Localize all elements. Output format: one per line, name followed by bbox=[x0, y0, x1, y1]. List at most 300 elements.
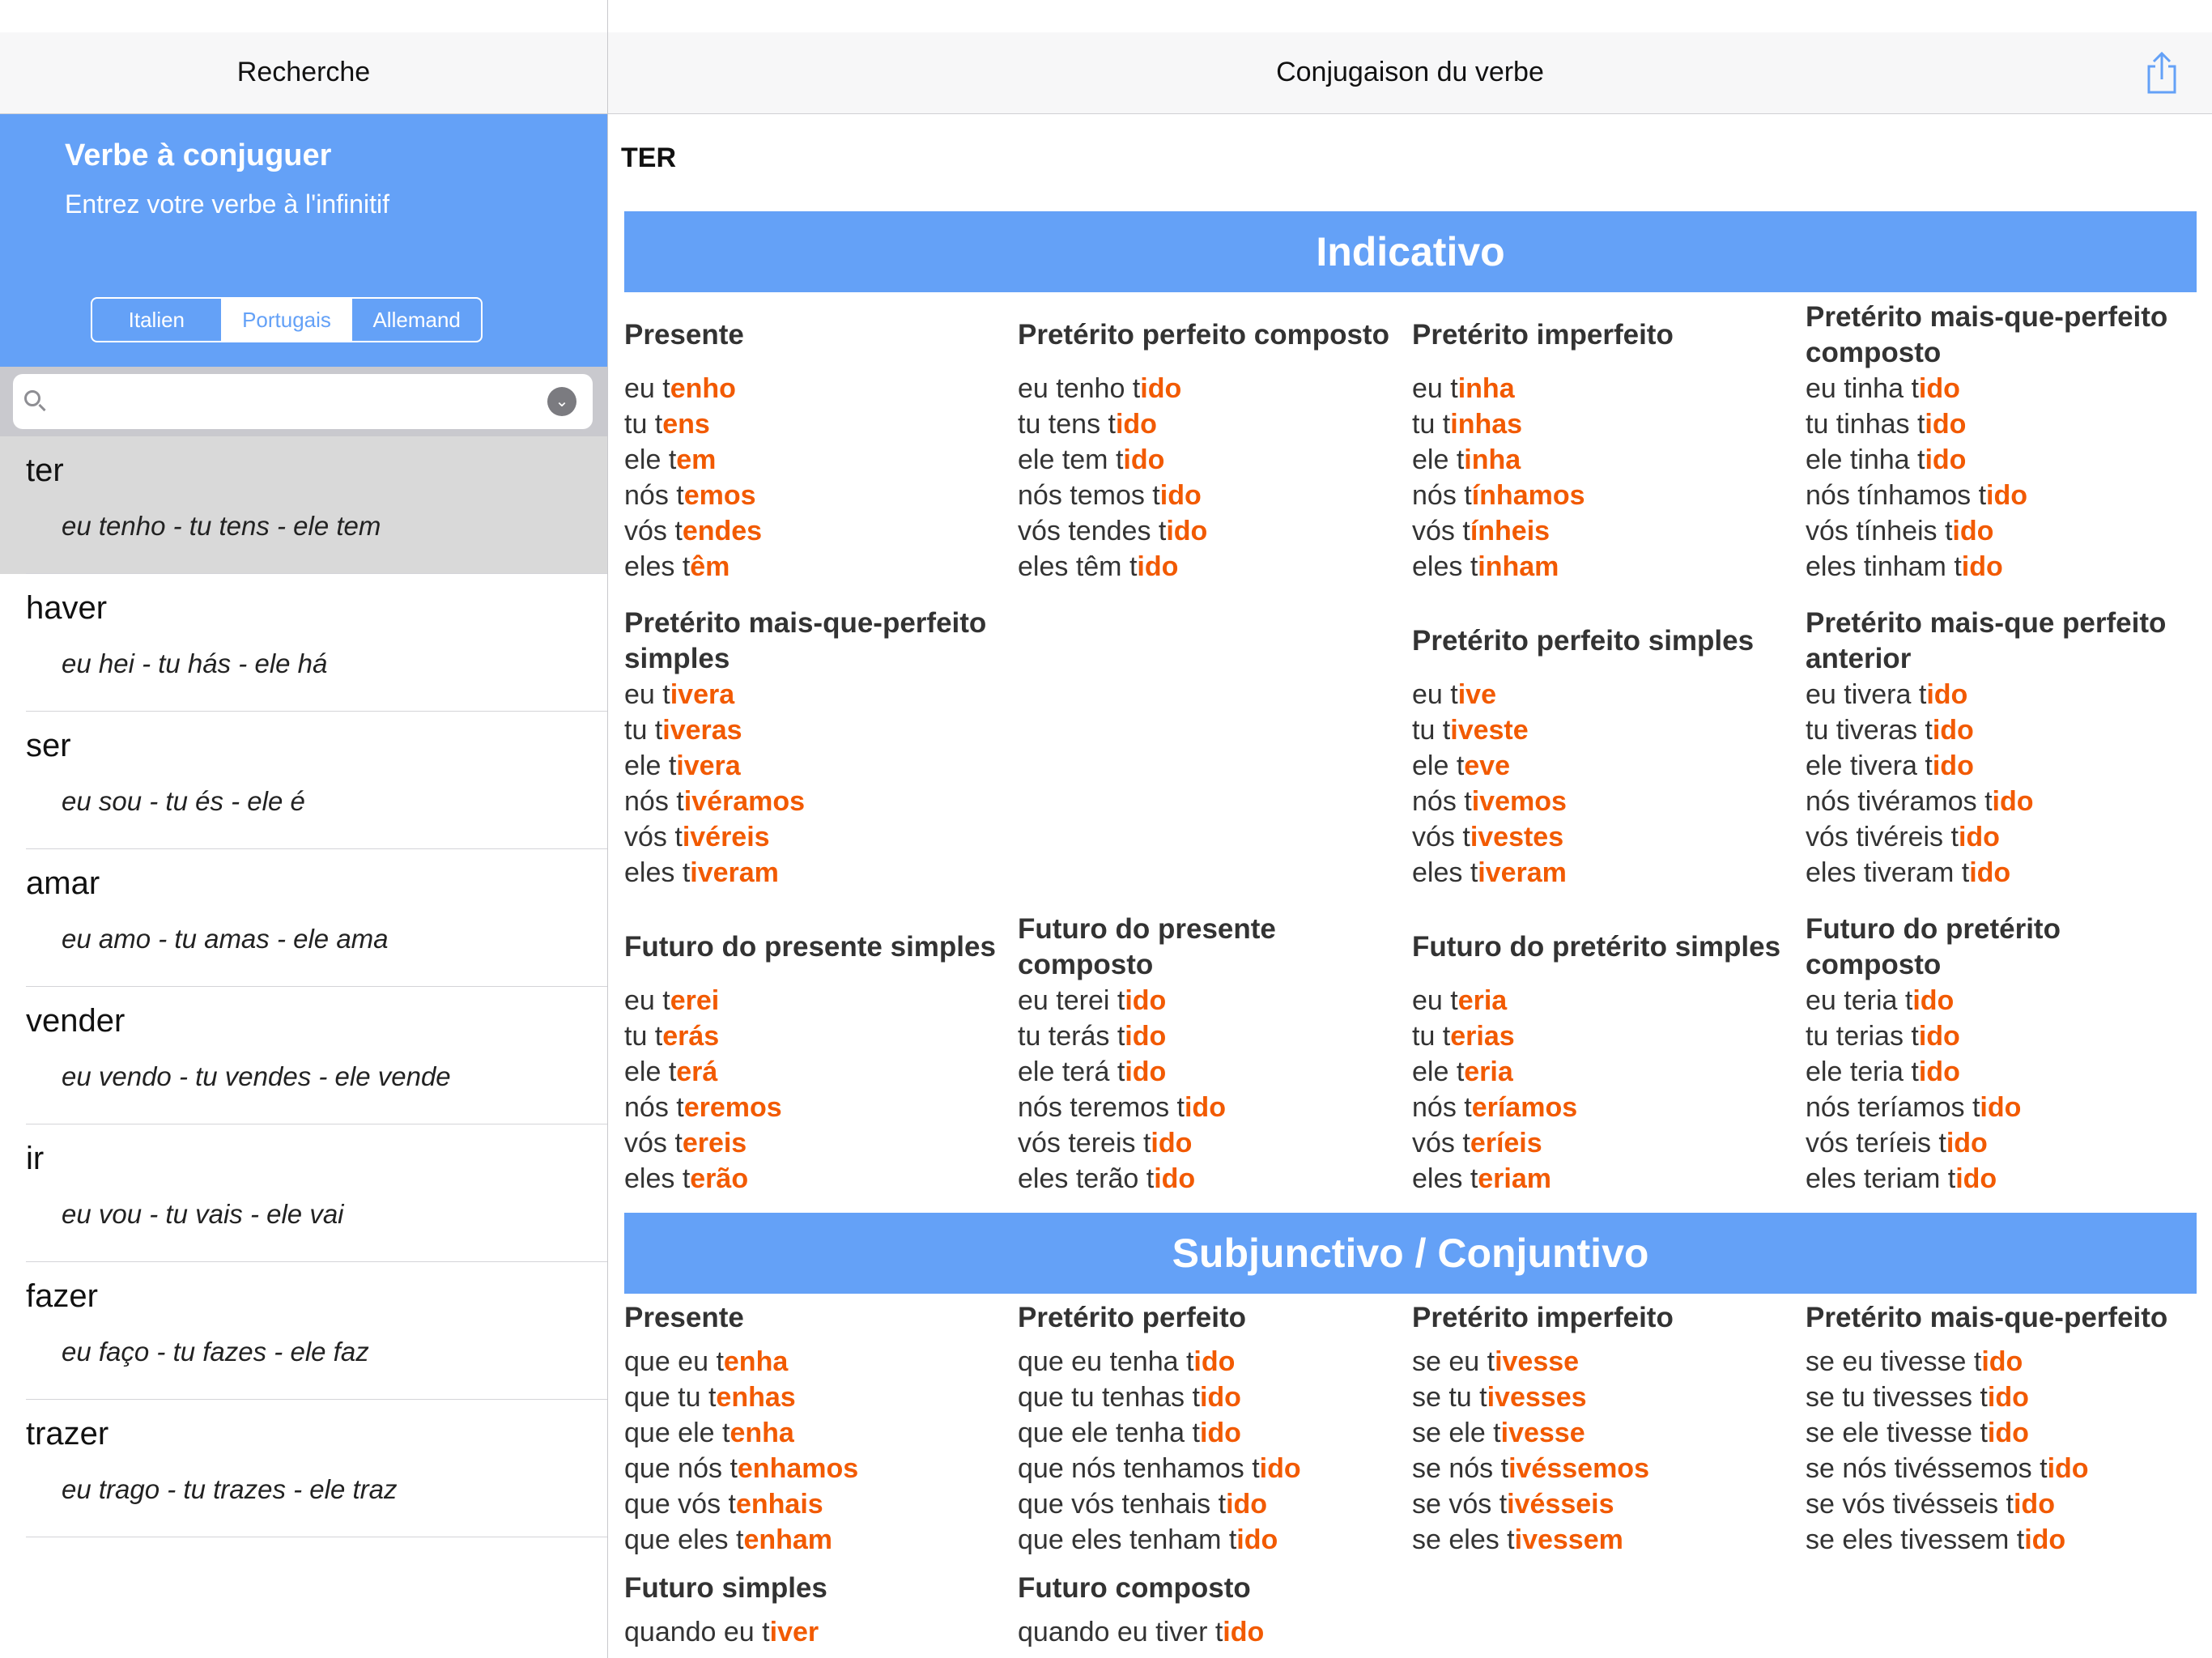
conjugated-form bbox=[624, 1614, 1013, 1650]
form-stem: se nós t bbox=[1412, 1453, 1509, 1484]
tense-block bbox=[624, 912, 1013, 1197]
form-ending: enhais bbox=[735, 1489, 823, 1520]
form-stem: vós t bbox=[1412, 516, 1470, 546]
form-stem: eles teriam t bbox=[1806, 1163, 1956, 1194]
conjugated-form bbox=[624, 1018, 1013, 1054]
form-ending: ido bbox=[1925, 444, 1967, 475]
conjugated-form bbox=[624, 1054, 1013, 1090]
form-ending: ido bbox=[1123, 444, 1165, 475]
form-ending: ido bbox=[1223, 1617, 1265, 1647]
form-ending: êm bbox=[690, 551, 730, 582]
form-stem: se ele tivesse t bbox=[1806, 1418, 1988, 1448]
verb-name: ser bbox=[26, 728, 71, 763]
conjugated-form bbox=[1412, 1018, 1801, 1054]
form-ending: ivéramos bbox=[683, 786, 806, 817]
conjugated-form bbox=[1412, 784, 1801, 819]
form-stem: vós t bbox=[1412, 1128, 1470, 1158]
conjugated-form bbox=[624, 1344, 1013, 1380]
segment-allemand[interactable]: Allemand bbox=[351, 299, 481, 341]
form-stem: tu t bbox=[624, 409, 663, 440]
form-ending: eve bbox=[1464, 750, 1510, 781]
conjugated-form bbox=[1018, 1614, 1406, 1650]
conjugated-form bbox=[1018, 1161, 1406, 1197]
tense-name: Futuro do pretérito composto bbox=[1806, 913, 2061, 980]
form-ending: ido bbox=[1199, 1382, 1241, 1413]
tense-name: Futuro simples bbox=[624, 1572, 827, 1604]
form-stem: eles t bbox=[624, 1163, 691, 1194]
search-nav-bar bbox=[0, 32, 607, 114]
tense-name: Pretérito perfeito composto bbox=[1018, 319, 1389, 351]
conjugated-form bbox=[1018, 371, 1406, 406]
conjugated-form bbox=[1018, 1125, 1406, 1161]
tense-name: Presente bbox=[624, 319, 744, 351]
conjugated-form bbox=[1806, 1380, 2194, 1415]
form-stem: tu t bbox=[1412, 715, 1451, 746]
form-ending: ido bbox=[1946, 1128, 1988, 1158]
conjugation-pane bbox=[608, 0, 2212, 1658]
form-stem: vós teríeis t bbox=[1806, 1128, 1946, 1158]
form-ending: ido bbox=[1184, 1092, 1226, 1123]
form-ending: iveram bbox=[1478, 857, 1567, 888]
verb-name: trazer bbox=[26, 1416, 109, 1452]
form-stem: eu t bbox=[1412, 373, 1458, 404]
form-stem: eles t bbox=[1412, 857, 1478, 888]
form-ending: enham bbox=[743, 1524, 833, 1555]
conjugation-nav-bar bbox=[608, 32, 2212, 114]
form-stem: eu t bbox=[624, 373, 670, 404]
tense-block bbox=[624, 300, 1013, 585]
form-ending: erá bbox=[676, 1056, 718, 1087]
conjugated-form bbox=[1806, 1344, 2194, 1380]
conjugated-form bbox=[1412, 855, 1801, 891]
tense-block bbox=[1412, 1300, 1801, 1558]
form-ending: ido bbox=[1986, 480, 2027, 511]
form-stem: vós tendes t bbox=[1018, 516, 1167, 546]
form-ending: ínhamos bbox=[1471, 480, 1585, 511]
form-ending: ido bbox=[1987, 1418, 2029, 1448]
search-icon bbox=[24, 390, 40, 406]
conjugated-form bbox=[624, 983, 1013, 1018]
form-stem: quando eu t bbox=[624, 1617, 770, 1647]
conjugated-form bbox=[1412, 513, 1801, 549]
form-stem: vós t bbox=[624, 516, 683, 546]
search-pane bbox=[0, 0, 608, 1658]
form-ending: ereis bbox=[682, 1128, 747, 1158]
form-stem: quando eu tiver t bbox=[1018, 1617, 1223, 1647]
verb-forms-preview: eu faço - tu fazes - ele faz bbox=[62, 1337, 369, 1367]
tense-block bbox=[1018, 1571, 1406, 1650]
verb-forms-preview: eu hei - tu hás - ele há bbox=[62, 648, 328, 678]
verb-name: fazer bbox=[26, 1278, 98, 1314]
form-ending: ido bbox=[1918, 1056, 1960, 1087]
conjugated-form bbox=[624, 442, 1013, 478]
form-ending: inha bbox=[1464, 444, 1521, 475]
tense-name: Futuro composto bbox=[1018, 1572, 1251, 1604]
conjugated-form bbox=[1806, 371, 2194, 406]
conjugated-form bbox=[1806, 1090, 2194, 1125]
form-stem: que vós tenhais t bbox=[1018, 1489, 1227, 1520]
conjugated-form bbox=[1018, 1380, 1406, 1415]
conjugated-form bbox=[1412, 712, 1801, 748]
tense-name: Pretérito imperfeito bbox=[1412, 1302, 1674, 1333]
form-ending: ido bbox=[1958, 822, 2000, 852]
form-stem: que nós tenhamos t bbox=[1018, 1453, 1260, 1484]
form-ending: ido bbox=[1981, 1346, 2023, 1377]
list-item[interactable] bbox=[0, 849, 607, 987]
form-ending: ivesse bbox=[1495, 1346, 1580, 1377]
list-item[interactable] bbox=[0, 436, 607, 574]
conjugated-form bbox=[624, 549, 1013, 585]
form-ending: ido bbox=[1925, 409, 1967, 440]
tense-block bbox=[1806, 912, 2194, 1197]
form-ending: ido bbox=[1961, 551, 2003, 582]
conjugated-form bbox=[1806, 478, 2194, 513]
form-ending: ido bbox=[1137, 551, 1179, 582]
verb-title: TER bbox=[621, 142, 676, 173]
conjugated-form bbox=[1806, 712, 2194, 748]
form-stem: eles tiveram t bbox=[1806, 857, 1970, 888]
verb-panel-subtitle: Entrez votre verbe à l'infinitif bbox=[65, 189, 389, 219]
conjugated-form bbox=[1412, 478, 1801, 513]
form-ending: eríeis bbox=[1470, 1128, 1542, 1158]
form-stem: eu t bbox=[624, 985, 670, 1016]
conjugated-form bbox=[624, 1125, 1013, 1161]
form-ending: ivesse bbox=[1500, 1418, 1585, 1448]
form-stem: tu t bbox=[1412, 1021, 1451, 1052]
form-ending: ido bbox=[1987, 1382, 2029, 1413]
form-ending: iver bbox=[769, 1617, 819, 1647]
conjugated-form bbox=[1412, 677, 1801, 712]
conjugated-form bbox=[624, 712, 1013, 748]
conjugated-form bbox=[624, 1486, 1013, 1522]
form-stem: tu t bbox=[624, 715, 663, 746]
conjugated-form bbox=[624, 406, 1013, 442]
form-stem: nós tivéramos t bbox=[1806, 786, 1993, 817]
conjugated-form bbox=[1018, 1522, 1406, 1558]
form-ending: ido bbox=[1125, 985, 1167, 1016]
conjugated-form bbox=[1018, 549, 1406, 585]
form-stem: se tu tivesses t bbox=[1806, 1382, 1988, 1413]
conjugated-form bbox=[1806, 748, 2194, 784]
form-ending: iveras bbox=[662, 715, 742, 746]
form-ending: ido bbox=[1969, 857, 2011, 888]
form-stem: que tu tenhas t bbox=[1018, 1382, 1200, 1413]
form-ending: ido bbox=[1154, 1163, 1196, 1194]
verb-forms-preview: eu trago - tu trazes - ele traz bbox=[62, 1474, 398, 1504]
tense-block bbox=[1412, 300, 1801, 585]
conjugated-form bbox=[1412, 442, 1801, 478]
form-stem: nós t bbox=[1412, 786, 1472, 817]
search-input[interactable] bbox=[55, 382, 536, 423]
conjugated-form bbox=[1806, 513, 2194, 549]
form-ending: em bbox=[676, 444, 717, 475]
conjugated-form bbox=[1018, 1018, 1406, 1054]
form-ending: ive bbox=[1457, 679, 1496, 710]
conjugated-form bbox=[1412, 1054, 1801, 1090]
form-ending: inham bbox=[1478, 551, 1559, 582]
conjugated-form bbox=[1018, 1415, 1406, 1451]
form-stem: ele tinha t bbox=[1806, 444, 1925, 475]
form-stem: eles t bbox=[624, 857, 691, 888]
conjugated-form bbox=[624, 1522, 1013, 1558]
form-stem: eles têm t bbox=[1018, 551, 1138, 582]
form-ending: eriam bbox=[1478, 1163, 1551, 1194]
form-ending: ido bbox=[1912, 985, 1955, 1016]
list-item[interactable] bbox=[0, 1124, 607, 1262]
form-ending: erão bbox=[690, 1163, 749, 1194]
form-ending: ido bbox=[1926, 679, 1968, 710]
form-ending: ido bbox=[1115, 409, 1157, 440]
form-ending: ido bbox=[1166, 516, 1208, 546]
form-stem: nós t bbox=[1412, 1092, 1472, 1123]
language-segmented-control[interactable] bbox=[91, 297, 483, 342]
form-ending: enha bbox=[730, 1418, 794, 1448]
conjugated-form bbox=[1806, 1451, 2194, 1486]
conjugated-form bbox=[624, 677, 1013, 712]
verb-name: haver bbox=[26, 590, 108, 626]
form-stem: nós temos t bbox=[1018, 480, 1160, 511]
form-stem: que eles tenham t bbox=[1018, 1524, 1237, 1555]
form-stem: vós t bbox=[624, 822, 683, 852]
conjugated-form bbox=[1412, 1090, 1801, 1125]
conjugated-form bbox=[1806, 784, 2194, 819]
conjugated-form bbox=[1806, 983, 2194, 1018]
conjugated-form bbox=[624, 1415, 1013, 1451]
chevron-down-icon[interactable]: ⌄ bbox=[547, 387, 576, 416]
conjugated-form bbox=[1806, 1522, 2194, 1558]
conjugated-form bbox=[624, 819, 1013, 855]
conjugated-form bbox=[1412, 819, 1801, 855]
form-stem: que eu tenha t bbox=[1018, 1346, 1194, 1377]
tense-block bbox=[1806, 606, 2194, 891]
form-stem: nós t bbox=[624, 1092, 684, 1123]
form-stem: vós tivéreis t bbox=[1806, 822, 1959, 852]
segment-italien[interactable]: Italien bbox=[128, 308, 185, 332]
verb-forms-preview: eu tenho - tu tens - ele tem bbox=[62, 511, 381, 541]
form-ending: inhas bbox=[1450, 409, 1523, 440]
form-stem: vós tereis t bbox=[1018, 1128, 1151, 1158]
conjugated-form bbox=[1018, 513, 1406, 549]
conjugation-nav-title: Conjugaison du verbe bbox=[1276, 57, 1544, 87]
form-stem: que ele t bbox=[624, 1418, 730, 1448]
form-stem: vós tínheis t bbox=[1806, 516, 1953, 546]
verb-forms-preview: eu sou - tu és - ele é bbox=[62, 786, 305, 816]
form-ending: ido bbox=[2013, 1489, 2055, 1520]
conjugated-form bbox=[624, 1380, 1013, 1415]
tense-name: Pretérito imperfeito bbox=[1412, 319, 1674, 351]
conjugated-form bbox=[1806, 1018, 2194, 1054]
list-item[interactable] bbox=[0, 987, 607, 1124]
form-ending: ivera bbox=[670, 679, 735, 710]
list-item[interactable] bbox=[0, 1400, 607, 1537]
form-stem: se ele t bbox=[1412, 1418, 1501, 1448]
form-ending: enha bbox=[723, 1346, 789, 1377]
form-ending: ido bbox=[1125, 1021, 1167, 1052]
search-field[interactable] bbox=[13, 374, 593, 429]
form-stem: se tu t bbox=[1412, 1382, 1487, 1413]
form-stem: nós t bbox=[624, 786, 684, 817]
form-ending: ido bbox=[1259, 1453, 1301, 1484]
form-stem: eles tinham t bbox=[1806, 551, 1962, 582]
form-ending: ivemos bbox=[1471, 786, 1567, 817]
form-ending: eremos bbox=[683, 1092, 782, 1123]
list-item[interactable] bbox=[0, 1262, 607, 1400]
form-stem: ele t bbox=[1412, 750, 1465, 781]
form-ending: ido bbox=[1980, 1092, 2022, 1123]
conjugated-form bbox=[1806, 1161, 2194, 1197]
form-stem: tu t bbox=[1412, 409, 1451, 440]
conjugated-form bbox=[1806, 677, 2194, 712]
form-ending: ido bbox=[1236, 1524, 1278, 1555]
form-ending: ivésseis bbox=[1507, 1489, 1614, 1520]
conjugated-form bbox=[1412, 1344, 1801, 1380]
form-ending: ido bbox=[1932, 715, 1974, 746]
verb-panel-title: Verbe à conjuguer bbox=[65, 138, 332, 172]
form-stem: que eles t bbox=[624, 1524, 744, 1555]
conjugated-form bbox=[1806, 1125, 2194, 1161]
conjugated-form bbox=[624, 371, 1013, 406]
conjugated-form bbox=[1018, 1054, 1406, 1090]
conjugated-form bbox=[624, 478, 1013, 513]
verb-name: ter bbox=[26, 453, 64, 488]
form-ending: ido bbox=[1955, 1163, 1997, 1194]
form-stem: tu tiveras t bbox=[1806, 715, 1933, 746]
conjugated-form bbox=[1412, 371, 1801, 406]
tense-block bbox=[624, 606, 1013, 891]
form-ending: eria bbox=[1464, 1056, 1513, 1087]
form-stem: se eles t bbox=[1412, 1524, 1515, 1555]
form-stem: que eu t bbox=[624, 1346, 724, 1377]
form-stem: tu tens t bbox=[1018, 409, 1116, 440]
form-ending: erias bbox=[1450, 1021, 1515, 1052]
form-stem: eu teria t bbox=[1806, 985, 1913, 1016]
conjugated-form bbox=[1412, 549, 1801, 585]
verb-list bbox=[0, 436, 607, 1537]
tense-name: Pretérito perfeito bbox=[1018, 1302, 1246, 1333]
form-ending: ivestes bbox=[1470, 822, 1564, 852]
tense-block bbox=[1806, 300, 2194, 585]
conjugated-form bbox=[1806, 549, 2194, 585]
form-ending: ido bbox=[1992, 786, 2034, 817]
form-stem: tu t bbox=[624, 1021, 663, 1052]
form-ending: ido bbox=[1918, 373, 1960, 404]
form-ending: ido bbox=[1159, 480, 1202, 511]
form-stem: ele terá t bbox=[1018, 1056, 1125, 1087]
tense-block bbox=[624, 1571, 1013, 1650]
form-stem: ele teria t bbox=[1806, 1056, 1919, 1087]
conjugated-form bbox=[1412, 1415, 1801, 1451]
form-ending: iveste bbox=[1450, 715, 1529, 746]
form-stem: eles terão t bbox=[1018, 1163, 1155, 1194]
form-stem: vós t bbox=[1412, 822, 1470, 852]
verb-input-panel bbox=[0, 114, 607, 367]
form-stem: nós t bbox=[624, 480, 684, 511]
mood-banner: Subjunctivo / Conjuntivo bbox=[624, 1213, 2197, 1294]
form-stem: tu terias t bbox=[1806, 1021, 1919, 1052]
form-ending: ivessem bbox=[1514, 1524, 1623, 1555]
share-icon[interactable] bbox=[2144, 50, 2180, 96]
tense-name: Presente bbox=[624, 1302, 744, 1333]
form-stem: ele tem t bbox=[1018, 444, 1124, 475]
conjugated-form bbox=[624, 855, 1013, 891]
form-ending: ivéssemos bbox=[1508, 1453, 1649, 1484]
form-ending: iveram bbox=[690, 857, 779, 888]
form-ending: inha bbox=[1457, 373, 1515, 404]
list-item[interactable] bbox=[0, 712, 607, 849]
form-stem: tu terás t bbox=[1018, 1021, 1125, 1052]
conjugated-form bbox=[1018, 1344, 1406, 1380]
conjugated-form bbox=[1412, 1522, 1801, 1558]
form-ending: ido bbox=[1199, 1418, 1241, 1448]
conjugated-form bbox=[624, 513, 1013, 549]
conjugated-form bbox=[1806, 819, 2194, 855]
form-ending: ido bbox=[1918, 1021, 1960, 1052]
form-stem: eu terei t bbox=[1018, 985, 1125, 1016]
tense-name: Futuro do pretérito simples bbox=[1412, 931, 1781, 963]
conjugated-form bbox=[1018, 406, 1406, 442]
mood-banner: Indicativo bbox=[624, 211, 2197, 292]
form-ending: endes bbox=[682, 516, 763, 546]
verb-forms-preview: eu vou - tu vais - ele vai bbox=[62, 1199, 344, 1229]
form-stem: ele t bbox=[624, 444, 677, 475]
tense-block bbox=[1412, 606, 1801, 891]
conjugated-form bbox=[1412, 748, 1801, 784]
tense-name: Pretérito mais-que-perfeito composto bbox=[1806, 301, 2168, 368]
verb-name: vender bbox=[26, 1003, 125, 1039]
conjugated-form bbox=[1018, 442, 1406, 478]
form-stem: eu tinha t bbox=[1806, 373, 1919, 404]
form-ending: erei bbox=[670, 985, 720, 1016]
conjugated-form bbox=[1412, 1486, 1801, 1522]
segment-portugais[interactable]: Portugais bbox=[221, 299, 351, 341]
list-item[interactable] bbox=[0, 574, 607, 712]
conjugated-form bbox=[624, 1090, 1013, 1125]
verb-name: amar bbox=[26, 865, 100, 901]
tense-name: Pretérito mais-que-perfeito bbox=[1806, 1302, 2168, 1333]
conjugated-form bbox=[1412, 1451, 1801, 1486]
conjugated-form bbox=[1018, 983, 1406, 1018]
tense-block bbox=[1018, 300, 1406, 585]
form-ending: emos bbox=[683, 480, 756, 511]
form-ending: erás bbox=[662, 1021, 720, 1052]
conjugated-form bbox=[1806, 855, 2194, 891]
form-ending: ido bbox=[1125, 1056, 1167, 1087]
conjugated-form bbox=[1412, 1380, 1801, 1415]
conjugated-form bbox=[624, 1451, 1013, 1486]
form-stem: se eu tivesse t bbox=[1806, 1346, 1982, 1377]
form-stem: eles t bbox=[1412, 551, 1478, 582]
form-ending: ido bbox=[1193, 1346, 1236, 1377]
form-stem: eles t bbox=[624, 551, 691, 582]
form-stem: eles t bbox=[1412, 1163, 1478, 1194]
conjugated-form bbox=[1018, 1090, 1406, 1125]
form-ending: enhas bbox=[716, 1382, 796, 1413]
form-ending: ínheis bbox=[1470, 516, 1551, 546]
form-stem: se vós t bbox=[1412, 1489, 1508, 1520]
form-ending: eria bbox=[1457, 985, 1508, 1016]
tense-name: Futuro do presente composto bbox=[1018, 913, 1276, 980]
tense-name: Pretérito mais-que-perfeito simples bbox=[624, 607, 987, 674]
form-ending: ido bbox=[1151, 1128, 1193, 1158]
form-ending: ivera bbox=[676, 750, 741, 781]
form-stem: eu t bbox=[1412, 985, 1458, 1016]
form-stem: eu tivera t bbox=[1806, 679, 1927, 710]
form-stem: nós teríamos t bbox=[1806, 1092, 1980, 1123]
form-stem: ele t bbox=[624, 750, 677, 781]
search-nav-title: Recherche bbox=[236, 57, 371, 87]
form-stem: eu t bbox=[624, 679, 670, 710]
conjugated-form bbox=[1018, 1486, 1406, 1522]
